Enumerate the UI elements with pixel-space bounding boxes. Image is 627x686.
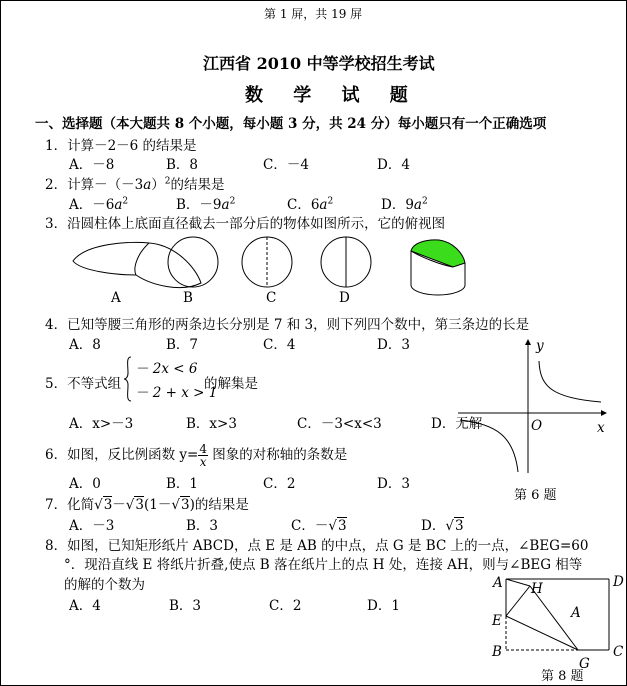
question-3-stem: 3．沿圆柱体上底面直径截去一部分后的物体如图所示，它的俯视图 bbox=[45, 216, 446, 232]
q2-option-b: B．$-9a^2$ bbox=[176, 196, 236, 213]
q6-origin-label: O bbox=[531, 418, 543, 434]
q8-point-h: H bbox=[531, 581, 543, 597]
q5-inequality-1: － 2x < 6 bbox=[135, 361, 198, 377]
q8-point-e: E bbox=[492, 613, 502, 629]
q5-option-d: D．无解 bbox=[431, 416, 483, 432]
q8-option-d: D．1 bbox=[367, 598, 400, 614]
q6-caption: 第 6 题 bbox=[514, 488, 557, 503]
q7-option-a: A．－3 bbox=[69, 518, 115, 534]
q8-figure bbox=[501, 576, 616, 656]
question-5-stem-a: 5．不等式组 bbox=[45, 376, 122, 392]
q1-option-b: B．8 bbox=[166, 157, 199, 173]
q8-option-a: A．4 bbox=[69, 598, 101, 614]
q7-option-c: C．－√3 bbox=[291, 518, 347, 534]
screen-counter: 第 1 屏，共 19 屏 bbox=[264, 7, 363, 21]
q3-label-a: A bbox=[111, 290, 121, 306]
q8-point-d: D bbox=[613, 574, 624, 590]
question-5-stem-b: 的解集是 bbox=[204, 376, 258, 392]
q8-caption: 第 8 题 bbox=[541, 669, 584, 684]
q3-figure-b bbox=[168, 237, 218, 287]
q8-point-b: B bbox=[492, 644, 502, 660]
q3-figure-d bbox=[321, 237, 371, 287]
q6-axis-x-label: x bbox=[597, 420, 605, 436]
q4-option-a: A．8 bbox=[69, 337, 101, 353]
q1-option-a: A．－8 bbox=[69, 157, 115, 173]
q8-option-c: C．2 bbox=[269, 598, 302, 614]
q6-option-d: D．3 bbox=[377, 476, 410, 492]
q3-figure-c bbox=[242, 237, 292, 287]
question-8-line-1: 8．如图，已知矩形纸片 ABCD，点 E 是 AB 的中点，点 G 是 BC 上的一点，∠BEG=60 bbox=[45, 538, 589, 554]
q2-option-d: D．$9a^2$ bbox=[381, 196, 428, 213]
q5-option-c: C．－3<x<3 bbox=[297, 416, 382, 432]
question-8-line-2: °．现沿直线 E 将纸片折叠,使点 B 落在纸片上的点 H 处，连接 AH，则与∠BEG 相等 bbox=[64, 557, 583, 573]
q3-label-c: C bbox=[266, 290, 277, 306]
q5-system-brace bbox=[123, 355, 133, 403]
q8-point-c: C bbox=[613, 644, 624, 660]
q5-option-b: B．x>3 bbox=[186, 416, 237, 432]
question-8-line-3: 的解的个数为 bbox=[64, 577, 145, 593]
question-7-stem: 7．化简√3－√3(1－√3)的结果是 bbox=[45, 497, 249, 513]
q4-option-d: D．3 bbox=[377, 337, 410, 353]
q6-fraction: $\frac{4}{x}$ bbox=[199, 442, 207, 469]
q6-axis-y-label: y bbox=[536, 338, 544, 354]
q7-option-d: D．√3 bbox=[421, 518, 464, 534]
q3-figure-a bbox=[73, 242, 201, 287]
question-4-stem: 4．已知等腰三角形的两条边长分别是 7 和 3，则下列四个数中，第三条边的长是 bbox=[45, 317, 530, 333]
section-heading: 一、选择题（本大题共 8 个小题，每小题 3 分，共 24 分）每小题只有一个正确选项 bbox=[35, 116, 547, 132]
q3-figure-solid bbox=[411, 240, 465, 295]
q3-label-b: B bbox=[183, 290, 193, 306]
q6-option-a: A．0 bbox=[69, 476, 101, 492]
q6-figure bbox=[456, 336, 616, 476]
q5-option-a: A．x>－3 bbox=[69, 416, 134, 432]
q8-point-a: A bbox=[493, 575, 503, 591]
hyperbola-branch-2 bbox=[460, 420, 518, 472]
q8-point-g: G bbox=[579, 656, 590, 672]
question-1-stem: 1．计算－2－6 的结果是 bbox=[45, 138, 197, 154]
q4-option-b: B．7 bbox=[166, 337, 199, 353]
q2-option-a: A．$-6a^2$ bbox=[69, 196, 129, 213]
hyperbola-branch-1 bbox=[539, 361, 601, 402]
q2-option-c: C．$6a^2$ bbox=[287, 196, 334, 213]
q8-region-a: A bbox=[571, 605, 581, 621]
exam-title: 江西省 2010 中等学校招生考试 bbox=[203, 54, 435, 73]
q1-option-c: C．－4 bbox=[263, 157, 309, 173]
question-6-stem: 6．如图，反比例函数 y= $\frac{4}{x}$ 图象的对称轴的条数是 bbox=[45, 442, 348, 469]
q7-option-b: B．3 bbox=[186, 518, 219, 534]
q5-inequality-2: － 2 + x > 1 bbox=[135, 385, 218, 401]
q1-option-d: D．4 bbox=[377, 157, 410, 173]
q6-option-b: B．1 bbox=[166, 476, 199, 492]
q4-option-c: C．4 bbox=[263, 337, 296, 353]
q8-option-b: B．3 bbox=[169, 598, 202, 614]
q3-label-d: D bbox=[339, 290, 350, 306]
exam-subtitle: 数 学 试 题 bbox=[245, 85, 420, 106]
question-2-stem: 2．计算$-(-3a)^2$的结果是 bbox=[45, 176, 225, 193]
q6-option-c: C．2 bbox=[263, 476, 296, 492]
